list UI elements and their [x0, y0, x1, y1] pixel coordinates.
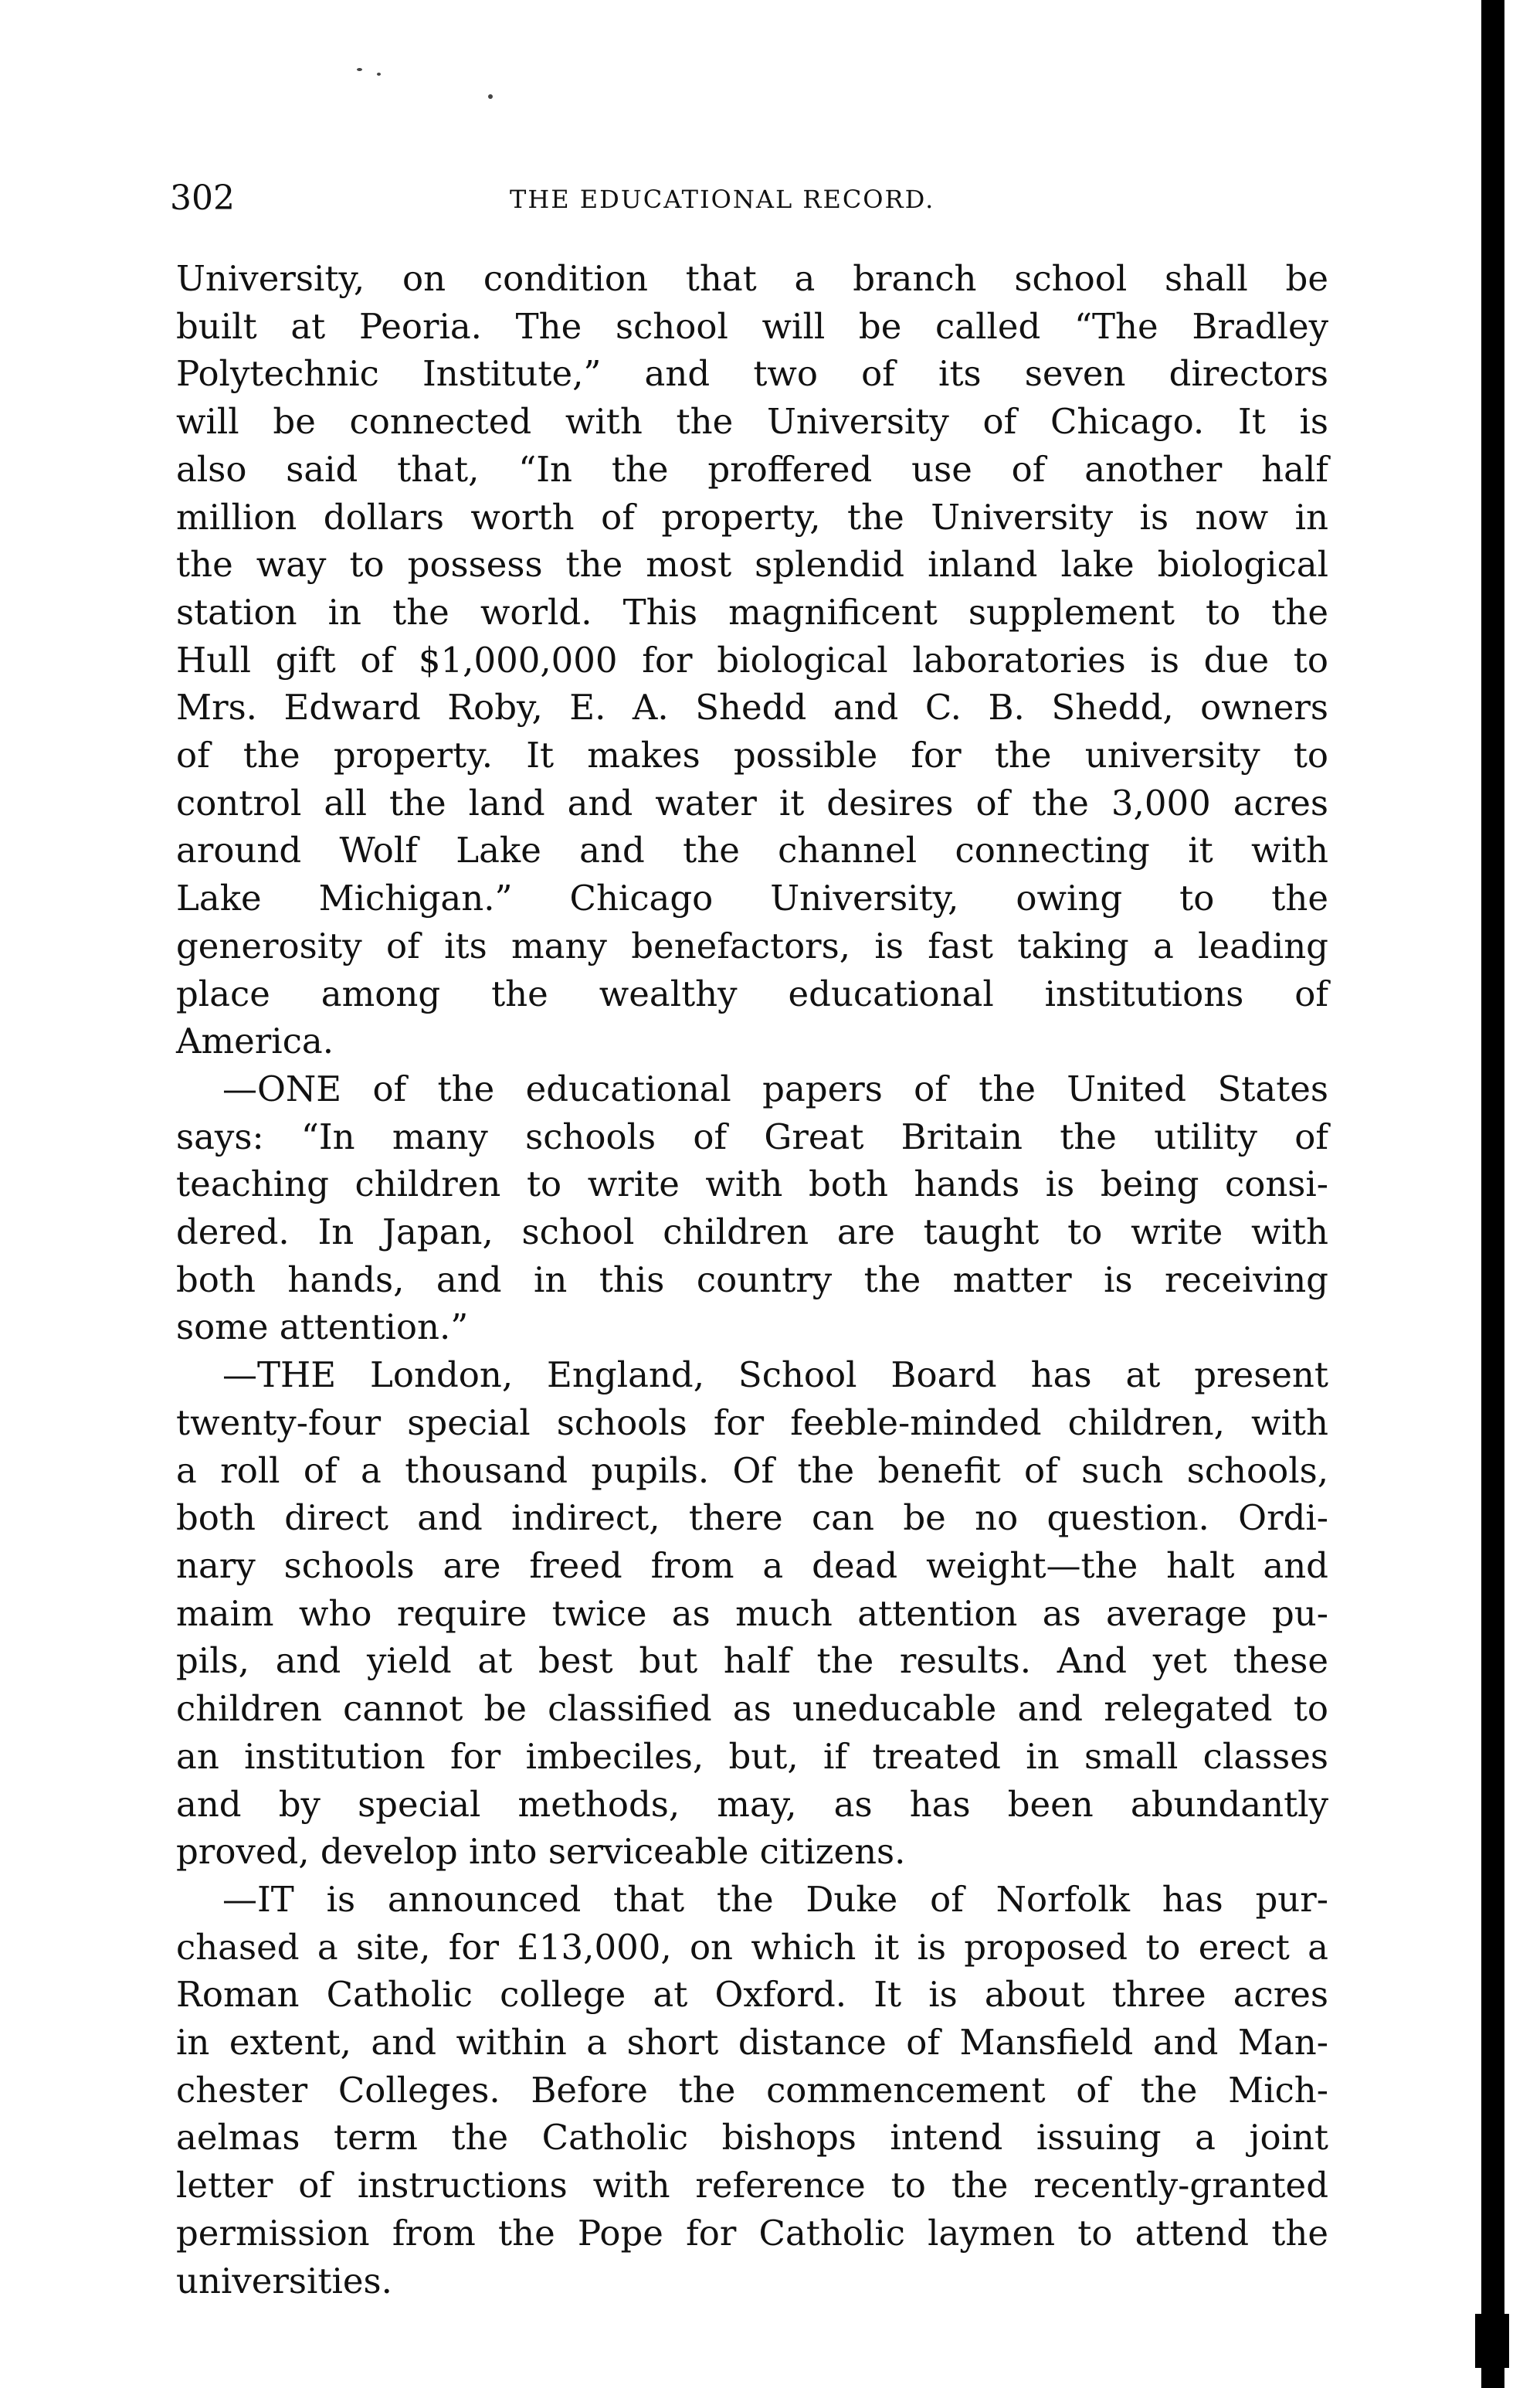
- text-line: America.: [176, 1021, 334, 1062]
- text-line: both hands, and in this country the matter is receiving: [176, 1259, 1328, 1300]
- text-line: —ONE of the educational papers of the United States: [222, 1068, 1328, 1109]
- text-line: —IT is announced that the Duke of Norfolk has pur-: [222, 1878, 1328, 1920]
- text-line: nary schools are freed from a dead weight—the halt and: [176, 1544, 1328, 1586]
- text-line: chased a site, for £13,000, on which it is proposed to erect a: [176, 1926, 1328, 1968]
- text-line: around Wolf Lake and the channel connecting it with: [176, 830, 1328, 871]
- binding-edge-notch: [1475, 2314, 1509, 2368]
- text-line: chester Colleges. Before the commencement of the Mich-: [176, 2069, 1328, 2111]
- text-line: will be connected with the University of Chicago. It is: [176, 401, 1328, 443]
- binding-edge-shadow: [1481, 0, 1504, 2388]
- page-number: 302: [170, 178, 235, 218]
- text-line: million dollars worth of property, the University is now in: [176, 496, 1328, 538]
- text-line: twenty-four special schools for feeble-minded children, with: [176, 1401, 1328, 1443]
- text-line: of the property. It makes possible for the university to: [176, 735, 1328, 776]
- paragraph: [176, 1065, 1328, 1351]
- text-line: control all the land and water it desires of the 3,000 acres: [176, 782, 1328, 824]
- text-line: pils, and yield at best but half the results. And yet these: [176, 1640, 1328, 1682]
- text-line: —THE London, England, School Board has at present: [222, 1354, 1328, 1396]
- scan-speck: [377, 73, 381, 76]
- paragraph: [176, 255, 1328, 1065]
- text-line: aelmas term the Catholic bishops intend issuing a joint: [176, 2117, 1328, 2159]
- paragraph: [176, 1351, 1328, 1876]
- text-line: generosity of its many benefactors, is fast taking a leading: [176, 925, 1328, 966]
- text-line: an institution for imbeciles, but, if treated in small classes: [176, 1735, 1328, 1777]
- text-line: University, on condition that a branch school shall be: [176, 258, 1328, 299]
- text-line: a roll of a thousand pupils. Of the benefit of such schools,: [176, 1449, 1328, 1491]
- text-line: in extent, and within a short distance of Mansfield and Man-: [176, 2022, 1328, 2064]
- text-line: also said that, “In the proffered use of another half: [176, 448, 1328, 490]
- article-body: [176, 255, 1328, 2305]
- text-line: both direct and indirect, there can be no question. Ordi-: [176, 1497, 1328, 1539]
- text-line: maim who require twice as much attention as average pu-: [176, 1592, 1328, 1634]
- text-line: Roman Catholic college at Oxford. It is about three acres: [176, 1974, 1328, 2016]
- text-line: the way to possess the most splendid inland lake biological: [176, 544, 1328, 586]
- text-line: Polytechnic Institute,” and two of its seven directors: [176, 353, 1328, 395]
- text-line: teaching children to write with both hands is being consi-: [176, 1163, 1328, 1205]
- text-line: proved, develop into serviceable citizens.: [176, 1831, 906, 1873]
- text-line: some attention.”: [176, 1306, 469, 1348]
- text-line: station in the world. This magnificent supplement to the: [176, 591, 1328, 633]
- scan-speck: [488, 94, 493, 99]
- page-header: [170, 179, 1313, 233]
- text-line: dered. In Japan, school children are taught to write with: [176, 1211, 1328, 1253]
- text-line: letter of instructions with reference to the recently-granted: [176, 2165, 1328, 2206]
- text-line: says: “In many schools of Great Britain the utility of: [176, 1116, 1328, 1157]
- text-line: and by special methods, may, as has been abundantly: [176, 1783, 1328, 1825]
- text-line: Lake Michigan.” Chicago University, owing to the: [176, 878, 1328, 919]
- scan-speck: [357, 68, 362, 71]
- text-line: children cannot be classified as uneducable and relegated to: [176, 1688, 1328, 1730]
- text-line: permission from the Pope for Catholic laymen to attend the: [176, 2212, 1328, 2254]
- text-line: Hull gift of $1,000,000 for biological laboratories is due to: [176, 639, 1328, 681]
- running-head: THE EDUCATIONAL RECORD.: [510, 185, 935, 214]
- text-line: place among the wealthy educational institutions of: [176, 973, 1328, 1014]
- text-line: built at Peoria. The school will be called “The Bradley: [176, 305, 1328, 347]
- paragraph: [176, 1876, 1328, 2305]
- text-line: Mrs. Edward Roby, E. A. Shedd and C. B. Shedd, owners: [176, 687, 1328, 729]
- text-line: universities.: [176, 2260, 392, 2301]
